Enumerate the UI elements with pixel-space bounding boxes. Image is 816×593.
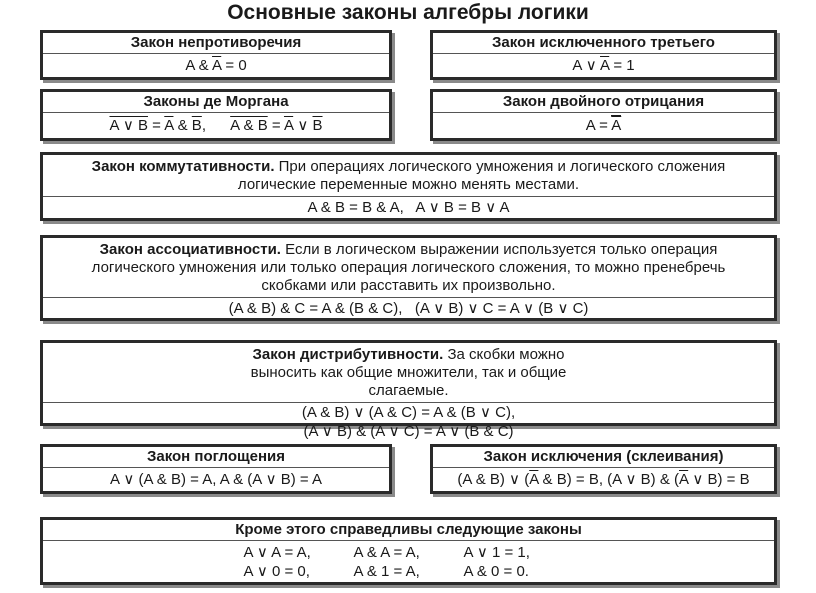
law-associative-title: Закон ассоциативности. Если в логическом выражении используется только операция логического умножения или только операция логического сложения, то можно пренебречь скобками или расставить их произвольно. <box>43 238 774 298</box>
law-double-negation-title: Закон двойного отрицания <box>433 92 774 113</box>
law-absorption-formula: A ∨ (A & B) = A, A & (A ∨ B) = A <box>109 471 323 488</box>
law-commutative-box <box>40 152 777 221</box>
law-double-negation-box <box>430 89 777 141</box>
law-elimination-box <box>430 444 777 494</box>
law-commutative-title: Закон коммутативности. При операциях логического умножения и логического сложения логические переменные можно менять местами. <box>43 155 774 197</box>
law-excluded-middle-box <box>430 30 777 80</box>
law-excluded-middle-title: Закон исключенного третьего <box>433 33 774 54</box>
page-title: Основные законы алгебры логики <box>227 1 589 24</box>
law-de-morgan-title: Законы де Моргана <box>43 92 389 113</box>
law-noncontradiction-formula: A & $\overline{A} = 0$ <box>185 57 247 74</box>
law-de-morgan-formula: A ∨ $B = \overline{A}$ & $\overline{B}$, A & $B = \overline{A}$ ∨ $\overline{B}$ <box>109 117 323 134</box>
law-elimination-title: Закон исключения (склеивания) <box>433 447 774 468</box>
other-law-item: A & 0 = 0. <box>463 562 529 580</box>
other-law-item: A ∨ 1 = 1, <box>463 543 530 561</box>
law-associative-formula: (A & B) & C = A & (B & C), (A ∨ B) ∨ C = A ∨ (B ∨ C) <box>228 299 589 317</box>
law-noncontradiction-box <box>40 30 392 80</box>
law-distributive-description: За скобки можно выносить как общие множители, так и общие слагаемые. <box>250 346 567 399</box>
other-law-item: A & 1 = A, <box>353 562 420 580</box>
law-distributive-formula: (A & B) ∨ (A & C) = A & (B ∨ C), (A ∨ B) & (A ∨ C) = A ∨ (B & C) <box>301 404 516 440</box>
law-distributive-title: Закон дистрибутивности. За скобки можно выносить как общие множители, так и общие слагаемые. <box>43 343 774 403</box>
law-absorption-title: Закон поглощения <box>43 447 389 468</box>
law-commutative-description: При операциях логического умножения и логического сложения логические переменные можно менять местами. <box>237 158 726 193</box>
law-absorption-box <box>40 444 392 494</box>
law-noncontradiction-title: Закон непротиворечия <box>43 33 389 54</box>
law-distributive-box <box>40 340 777 440</box>
law-double-negation-formula: $A = \overline{A}$ <box>585 117 622 134</box>
other-law-item: A & A = A, <box>353 543 420 561</box>
other-laws-box <box>40 517 777 585</box>
other-law-item: A ∨ A = A, <box>243 543 311 561</box>
law-associative-description: Если в логическом выражении используется только операция логического умножения или только операция логического сложения, то можно пренебречь скобками или расставить их произвольно. <box>91 241 726 294</box>
law-associative-box <box>40 235 777 321</box>
law-elimination-formula: (A & B) ∨ ($\overline{A}$ & B) = B, (A ∨ B) & ($\overline{A}$ ∨ B) = B <box>457 471 750 488</box>
law-commutative-formula: A & B = B & A, A ∨ B = B ∨ A <box>307 199 510 216</box>
other-law-item: A ∨ 0 = 0, <box>243 562 310 580</box>
other-laws-list <box>43 541 774 582</box>
law-excluded-middle-formula: A ∨ $\overline{A} = 1$ <box>572 57 635 74</box>
other-laws-title: Кроме этого справедливы следующие законы <box>43 520 774 541</box>
law-de-morgan-box <box>40 89 392 141</box>
